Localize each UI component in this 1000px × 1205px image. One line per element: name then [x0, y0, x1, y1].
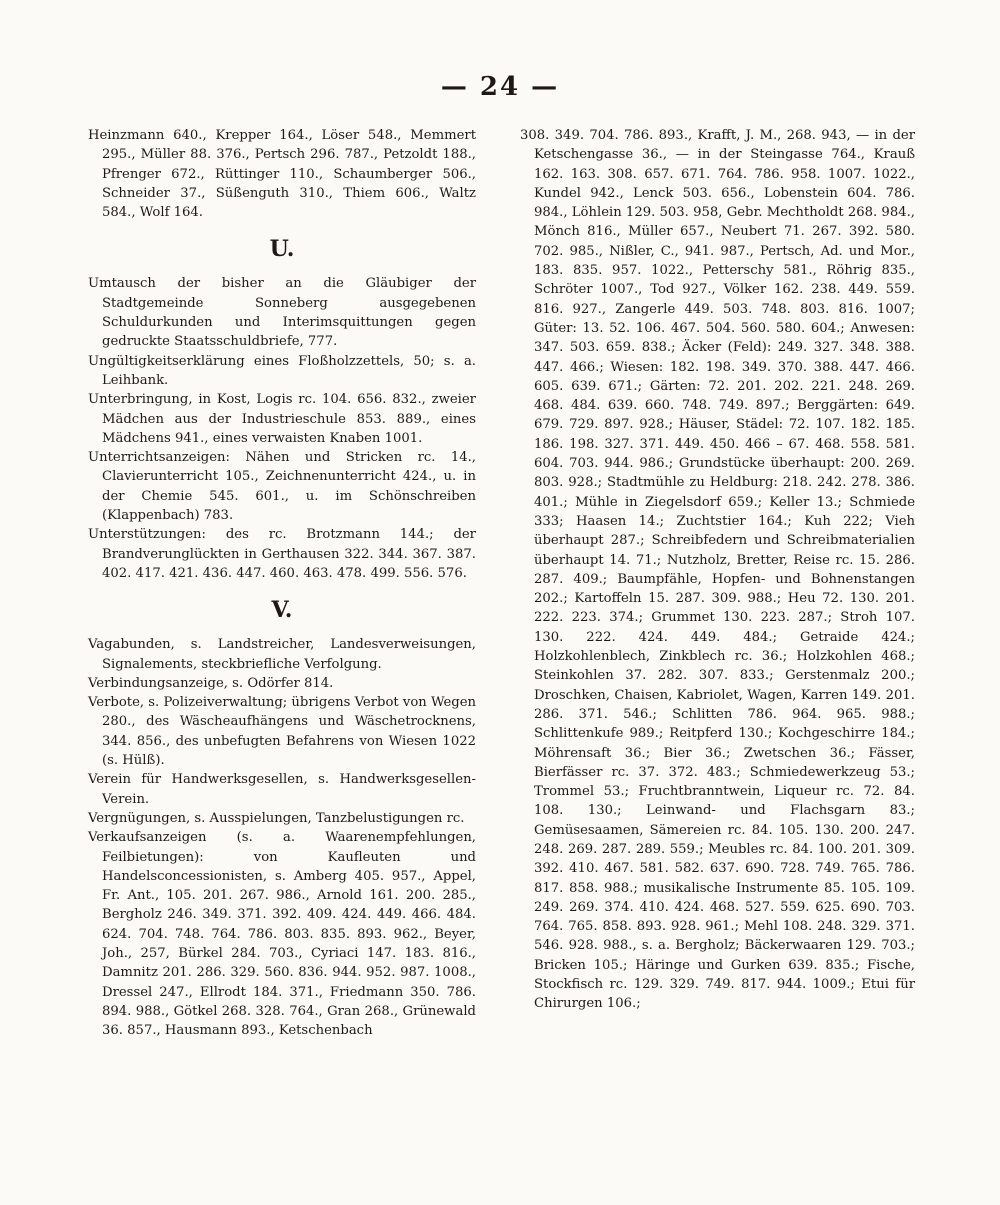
index-entry: Unterbringung, in Kost, Logis rc. 104. 656. 832., zweier Mädchen aus der Industrieschule 853. 889., eines Mädchens 941., eines verwaisten Knaben 1001.	[88, 392, 476, 446]
index-entry: Ungültigkeitserklärung eines Floßholzzettels, 50; s. a. Leihbank.	[88, 353, 476, 388]
section-letter: V.	[271, 597, 293, 624]
index-entry: Unterrichtsanzeigen: Nähen und Stricken rc. 14., Clavierunterricht 105., Zeichnenunterricht 424., u. in der Chemie 545. 601., u. im Schönschreiben (Klappenbach) 783.	[88, 450, 476, 524]
index-entry: Vagabunden, s. Landstreicher, Landesverweisungen, Signalements, steckbriefliche Verfolgung.	[88, 637, 476, 672]
index-entry: Heinzmann 640., Krepper 164., Löser 548., Memmert 295., Müller 88. 376., Pertsch 296. 787., Petzoldt 188., Pfrenger 672., Rüttinger 110., Schaumberger 506., Schneider 37., Süßenguth 310., Thiem 606., Waltz 584., Wolf 164.	[88, 128, 476, 221]
index-entry: 308. 349. 704. 786. 893., Krafft, J. M., 268. 943, — in der Ketschengasse 36., — in der Steingasse 764., Krauß 162. 163. 308. 657. 671. 764. 786. 958. 1007. 1022., Kundel 942., Lenck 503. 656., Lobenstein 604. 786. 984., Löhlein 129. 503. 958, Gebr. Mechtholdt 268. 984., Mönch 816., Müller 657., Neubert 71. 267. 392. 580. 702. 985., Nißler, C., 941. 987., Pertsch, Ad. und Mor., 183. 835. 957. 1022., Petterschy 581., Röhrig 835., Schröter 1007., Tod 927., Völker 162. 238. 449. 559. 816. 927., Zangerle 449. 503. 748. 803. 816. 1007; Güter: 13. 52. 106. 467. 504. 560. 580. 604.; Anwesen: 347. 503. 659. 838.; Äcker (Feld): 249. 327. 348. 388. 447. 466.; Wiesen: 182. 198. 349. 370. 388. 447. 466. 605. 639. 671.; Gärten: 72. 201. 202. 221. 248. 269. 468. 484. 639. 660. 748. 749. 897.; Berggärten: 649. 679. 729. 897. 928.; Häuser, Städel: 72. 107. 182. 185. 186. 198. 327. 371. 449. 450. 466 – 67. 468. 558. 581. 604. 703. 944. 986.; Grundstücke überhaupt: 200. 269. 803. 928.; Stadtmühle zu Heldburg: 218. 242. 278. 386. 401.; Mühle in Ziegelsdorf 659.; Keller 13.; Schmiede 333; Haasen 14.; Zuchtstier 164.; Kuh 222; Vieh überhaupt 287.; Schreibfedern und Schreibmaterialien überhaupt 14. 71.; Nutzholz, Bretter, Reise rc. 15. 286. 287. 409.; Baumpfähle, Hopfen- und Bohnenstangen 202.; Kartoffeln 15. 287. 309. 988.; Heu 72. 130. 201. 222. 223. 374.; Grummet 130. 223. 287.; Stroh 107. 130. 222. 424. 449. 484.; Getraide 424.; Holzkohlenblech, Zinkblech rc. 36.; Holzkohlen 468.; Steinkohlen 37. 282. 307. 833.; Gerstenmalz 200.; Droschken, Chaisen, Kabriolet, Wagen, Karren 149. 201. 286. 371. 546.; Schlitten 786. 964. 965. 988.; Schlittenkufe 989.; Reitpferd 130.; Kochgeschirre 184.; Möhrensaft 36.; Bier 36.; Zwetschen 36.; Fässer, Bierfässer rc. 37. 372. 483.; Schmiedewerkzeug 53.; Trommel 53.; Fruchtbranntwein, Liqueur rc. 72. 84. 108. 130.; Leinwand- und Flachsgarn 83.; Gemüsesaamen, Sämereien rc. 84. 105. 130. 200. 247. 248. 269. 287. 289. 559.; Meubles rc. 84. 100. 201. 309. 392. 410. 467. 581. 582. 637. 690. 728. 749. 765. 786. 817. 858. 988.; musikalische Instrumente 85. 105. 109. 249. 269. 374. 410. 424. 468. 527. 559. 625. 690. 703. 764. 765. 858. 893. 928. 961.; Mehl 108. 248. 329. 371. 546. 928. 988., s. a. Bergholz; Bäckerwaaren 129. 703.; Bricken 105.; Häringe und Gurken 639. 835.; Fische, Stockfisch rc. 129. 329. 749. 817. 944. 1009.; Etui für Chirurgen 106.;	[520, 128, 915, 1012]
section-letter: U.	[269, 236, 295, 263]
right-column	[520, 126, 915, 1014]
index-entry: Verbindungsanzeige, s. Odörfer 814.	[88, 675, 334, 691]
index-entry: Verein für Handwerksgesellen, s. Handwerksgesellen-Verein.	[88, 772, 476, 807]
left-column	[88, 126, 476, 1040]
index-entry: Unterstützungen: des rc. Brotzmann 144.; der Brandverunglückten in Gerthausen 322. 344. 367. 387. 402. 417. 421. 436. 447. 460. 463. 478. 499. 556. 576.	[88, 527, 476, 581]
index-entry: Verkaufsanzeigen (s. a. Waarenempfehlungen, Feilbietungen): von Kaufleuten und Handelsconcessionisten, s. Amberg 405. 957., Appel, Fr. Ant., 105. 201. 267. 986., Arnold 161. 200. 285., Bergholz 246. 349. 371. 392. 409. 424. 449. 466. 484. 624. 704. 748. 764. 786. 803. 835. 893. 962., Beyer, Joh., 257, Bürkel 284. 703., Cyriaci 147. 183. 816., Damnitz 201. 286. 329. 560. 836. 944. 952. 987. 1008., Dressel 247., Ellrodt 184. 371., Friedmann 350. 786. 894. 988., Götkel 268. 328. 764., Gran 268., Grünewald 36. 857., Hausmann 893., Ketschenbach	[88, 830, 476, 1039]
index-entry: Vergnügungen, s. Ausspielungen, Tanzbelustigungen rc.	[88, 810, 465, 826]
page-number: — 24 —	[440, 72, 560, 102]
index-entry: Verbote, s. Polizeiverwaltung; übrigens Verbot von Wegen 280., des Wäscheaufhängens und Wäschetrocknens, 344. 856., des unbefugten Befahrens von Wiesen 1022 (s. Hülß).	[88, 695, 476, 769]
index-entry: Umtausch der bisher an die Gläubiger der Stadtgemeinde Sonneberg ausgegebenen Schuldurkunden und Interimsquittungen gegen gedruckte Staatsschuldbriefe, 777.	[88, 276, 476, 350]
